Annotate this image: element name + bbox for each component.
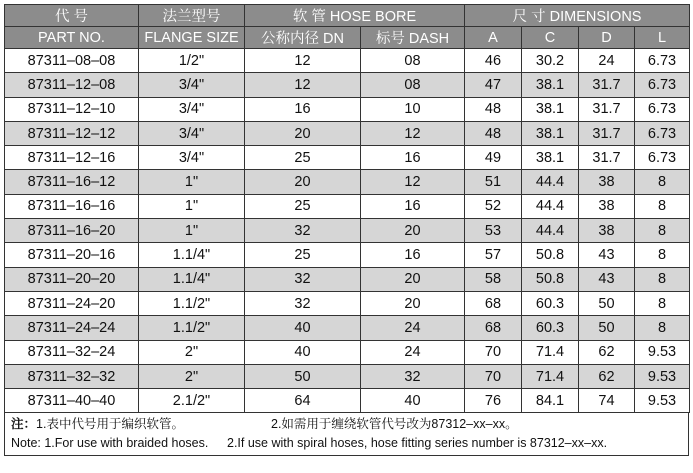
cell-a: 53: [465, 219, 522, 243]
hose-fitting-spec-table: [4, 4, 690, 413]
cell-c: 30.2: [522, 49, 579, 73]
cell-l: 6.73: [635, 146, 690, 170]
header-dash: 标号 DASH: [361, 27, 465, 49]
cell-d: 43: [579, 267, 635, 291]
cell-dn: 50: [245, 364, 361, 388]
cell-a: 48: [465, 121, 522, 145]
note-en-2: 2.If use with spiral hoses, hose fitting series number is 87312–xx–xx.: [227, 436, 608, 451]
table-row: [5, 194, 690, 218]
cell-flange-size: 3/4": [139, 97, 245, 121]
header-l: L: [635, 27, 690, 49]
header-row-2: [5, 27, 690, 49]
notes-english: [11, 434, 682, 453]
cell-dash: 08: [361, 73, 465, 97]
cell-d: 43: [579, 243, 635, 267]
cell-d: 62: [579, 364, 635, 388]
cell-a: 52: [465, 194, 522, 218]
cell-part-no: 87311–40–40: [5, 389, 139, 413]
cell-dn: 20: [245, 170, 361, 194]
cell-flange-size: 1": [139, 219, 245, 243]
cell-dn: 12: [245, 73, 361, 97]
cell-d: 31.7: [579, 97, 635, 121]
cell-dash: 10: [361, 97, 465, 121]
cell-l: 6.73: [635, 97, 690, 121]
cell-c: 71.4: [522, 340, 579, 364]
cell-c: 44.4: [522, 219, 579, 243]
table-row: [5, 267, 690, 291]
table-row: [5, 243, 690, 267]
cell-flange-size: 3/4": [139, 121, 245, 145]
cell-d: 31.7: [579, 121, 635, 145]
cell-d: 74: [579, 389, 635, 413]
header-a: A: [465, 27, 522, 49]
cell-flange-size: 1": [139, 194, 245, 218]
cell-c: 84.1: [522, 389, 579, 413]
cell-flange-size: 3/4": [139, 73, 245, 97]
cell-dn: 40: [245, 316, 361, 340]
cell-a: 57: [465, 243, 522, 267]
cell-a: 58: [465, 267, 522, 291]
cell-dn: 12: [245, 49, 361, 73]
cell-a: 49: [465, 146, 522, 170]
cell-c: 60.3: [522, 291, 579, 315]
cell-d: 24: [579, 49, 635, 73]
cell-dn: 32: [245, 219, 361, 243]
cell-dn: 32: [245, 267, 361, 291]
cell-part-no: 87311–24–24: [5, 316, 139, 340]
cell-l: 9.53: [635, 340, 690, 364]
cell-flange-size: 1/2": [139, 49, 245, 73]
table-row: [5, 49, 690, 73]
note-zh-2: 2.如需用于缠绕软管代号改为87312–xx–xx。: [271, 417, 518, 432]
cell-flange-size: 1": [139, 170, 245, 194]
cell-d: 50: [579, 316, 635, 340]
header-row-1: [5, 5, 690, 27]
cell-dash: 40: [361, 389, 465, 413]
table-row: [5, 170, 690, 194]
table-row: [5, 97, 690, 121]
header-dimensions: 尺 寸 DIMENSIONS: [465, 5, 690, 27]
cell-dn: 25: [245, 146, 361, 170]
cell-dash: 16: [361, 194, 465, 218]
cell-part-no: 87311–20–20: [5, 267, 139, 291]
cell-a: 68: [465, 291, 522, 315]
cell-dash: 20: [361, 291, 465, 315]
cell-d: 50: [579, 291, 635, 315]
cell-dash: 16: [361, 243, 465, 267]
cell-c: 71.4: [522, 364, 579, 388]
cell-d: 62: [579, 340, 635, 364]
header-nominal-dn: 公称内径 DN: [245, 27, 361, 49]
cell-l: 8: [635, 170, 690, 194]
cell-flange-size: 1.1/2": [139, 291, 245, 315]
cell-part-no: 87311–16–20: [5, 219, 139, 243]
cell-l: 9.53: [635, 389, 690, 413]
cell-d: 31.7: [579, 146, 635, 170]
cell-l: 6.73: [635, 73, 690, 97]
cell-flange-size: 1.1/4": [139, 243, 245, 267]
cell-d: 38: [579, 219, 635, 243]
cell-c: 50.8: [522, 267, 579, 291]
cell-dash: 24: [361, 340, 465, 364]
table-row: [5, 146, 690, 170]
cell-dash: 08: [361, 49, 465, 73]
spec-table-container: [4, 4, 689, 456]
cell-c: 44.4: [522, 194, 579, 218]
cell-flange-size: 1.1/4": [139, 267, 245, 291]
note-zh-1: 1.表中代号用于编织软管。: [36, 417, 184, 432]
table-row: [5, 73, 690, 97]
cell-c: 60.3: [522, 316, 579, 340]
cell-flange-size: 2.1/2": [139, 389, 245, 413]
cell-dash: 16: [361, 146, 465, 170]
cell-dn: 40: [245, 340, 361, 364]
header-c: C: [522, 27, 579, 49]
cell-part-no: 87311–16–12: [5, 170, 139, 194]
table-row: [5, 121, 690, 145]
header-flange-size: FLANGE SIZE: [139, 27, 245, 49]
cell-c: 44.4: [522, 170, 579, 194]
header-part-no: PART NO.: [5, 27, 139, 49]
cell-l: 9.53: [635, 364, 690, 388]
cell-dn: 25: [245, 194, 361, 218]
cell-part-no: 87311–32–32: [5, 364, 139, 388]
cell-part-no: 87311–16–16: [5, 194, 139, 218]
cell-part-no: 87311–12–12: [5, 121, 139, 145]
cell-flange-size: 2": [139, 340, 245, 364]
table-row: [5, 389, 690, 413]
cell-flange-size: 3/4": [139, 146, 245, 170]
header-flange: 法兰型号: [139, 5, 245, 27]
cell-dash: 12: [361, 121, 465, 145]
table-row: [5, 291, 690, 315]
cell-part-no: 87311–20–16: [5, 243, 139, 267]
cell-part-no: 87311–32–24: [5, 340, 139, 364]
cell-dash: 12: [361, 170, 465, 194]
table-row: [5, 340, 690, 364]
cell-d: 38: [579, 194, 635, 218]
header-d: D: [579, 27, 635, 49]
cell-l: 6.73: [635, 49, 690, 73]
notes-chinese: [11, 415, 682, 434]
table-row: [5, 364, 690, 388]
cell-dash: 20: [361, 219, 465, 243]
cell-a: 46: [465, 49, 522, 73]
cell-a: 47: [465, 73, 522, 97]
cell-l: 8: [635, 219, 690, 243]
cell-part-no: 87311–12–08: [5, 73, 139, 97]
cell-l: 8: [635, 194, 690, 218]
cell-part-no: 87311–12–16: [5, 146, 139, 170]
header-code: 代 号: [5, 5, 139, 27]
cell-a: 48: [465, 97, 522, 121]
cell-a: 51: [465, 170, 522, 194]
cell-dn: 25: [245, 243, 361, 267]
cell-l: 8: [635, 316, 690, 340]
cell-a: 76: [465, 389, 522, 413]
cell-l: 8: [635, 267, 690, 291]
cell-c: 38.1: [522, 97, 579, 121]
cell-flange-size: 2": [139, 364, 245, 388]
cell-dash: 24: [361, 316, 465, 340]
table-row: [5, 316, 690, 340]
cell-dn: 64: [245, 389, 361, 413]
cell-a: 70: [465, 364, 522, 388]
cell-dn: 32: [245, 291, 361, 315]
cell-part-no: 87311–08–08: [5, 49, 139, 73]
cell-part-no: 87311–12–10: [5, 97, 139, 121]
cell-l: 6.73: [635, 121, 690, 145]
cell-c: 38.1: [522, 146, 579, 170]
cell-a: 68: [465, 316, 522, 340]
cell-l: 8: [635, 243, 690, 267]
cell-c: 38.1: [522, 121, 579, 145]
cell-a: 70: [465, 340, 522, 364]
cell-dash: 20: [361, 267, 465, 291]
cell-c: 38.1: [522, 73, 579, 97]
cell-d: 38: [579, 170, 635, 194]
cell-part-no: 87311–24–20: [5, 291, 139, 315]
table-row: [5, 219, 690, 243]
cell-l: 8: [635, 291, 690, 315]
note-en-1: Note: 1.For use with braided hoses.: [11, 436, 209, 451]
cell-dn: 20: [245, 121, 361, 145]
notes-label-zh: 注：: [11, 417, 37, 432]
cell-flange-size: 1.1/2": [139, 316, 245, 340]
cell-c: 50.8: [522, 243, 579, 267]
table-notes: [4, 413, 689, 456]
cell-d: 31.7: [579, 73, 635, 97]
header-hose-bore: 软 管 HOSE BORE: [245, 5, 465, 27]
cell-dn: 16: [245, 97, 361, 121]
cell-dash: 32: [361, 364, 465, 388]
